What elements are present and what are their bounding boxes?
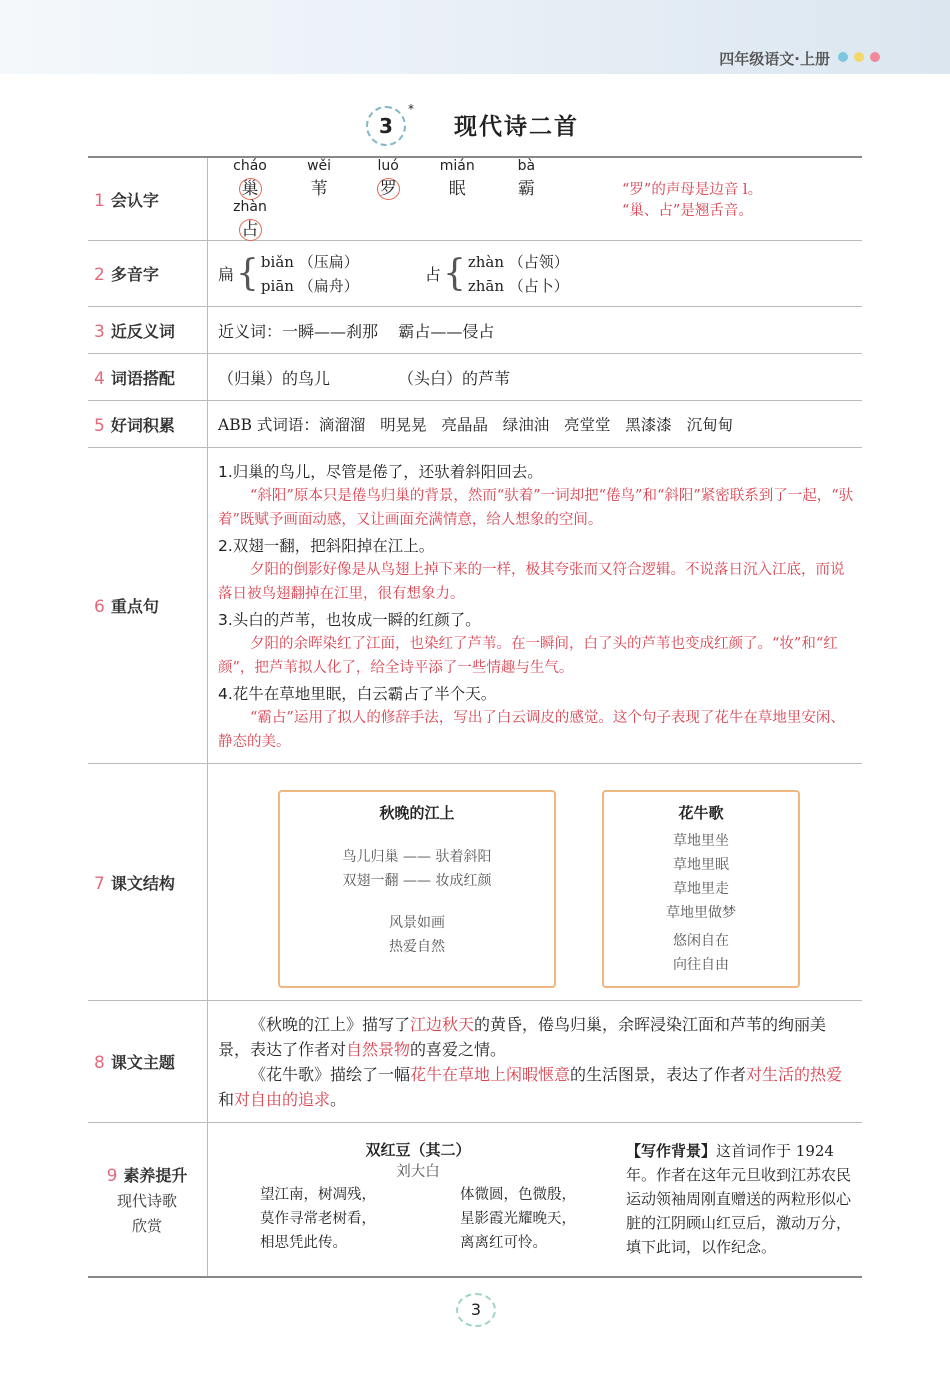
lesson-table [88,156,862,1278]
annotation: “罗”的声母是边音 l。 [622,182,763,198]
row-structure [88,764,862,1001]
poem: 双红豆（其二） 刘大白 望江南，树凋残， 莫作寻常老树看， 相思凭此传。 体微圆，色微殷， 星影霞光耀晚天， 离离红可怜。 [260,1141,576,1252]
analysis: “斜阳”原本只是倦鸟归巢的背景，然而“驮着”一词却把“倦鸟”和“斜阳”紧密联系到了一起，“驮着”既赋予画面动感，又让画面充满情意，给人想象的空间。 [218,487,854,528]
header-bar [0,0,950,74]
pink-dot-icon [870,52,880,62]
row-polyphones: 2 多音字 扁 { biǎn （压扁） piān （扁舟） 占 { zhàn （占领） zhān （占卜） [88,241,862,307]
char-item: mián 眠 [439,158,475,199]
annotation: “巢、占”是翘舌音。 [622,203,753,219]
row-theme: 8 课文主题 《秋晚的江上》描写了江边秋天的黄昏，倦鸟归巢，余晖浸染江面和芦苇的绚丽美景，表达了作者对自然景物的喜爱之情。 《花牛歌》描绘了一幅花牛在草地上闲暇惬意的生活图景，表达了作者对生活的热爱和对自由的追求。 [88,1001,862,1123]
lesson-number: 3 [366,106,406,146]
analysis: 夕阳的倒影好像是从鸟翅上掉下来的一样，极其夸张而又符合逻辑。不说落日沉入江底，而说落日被鸟翅翻掉在江里，很有想象力。 [218,561,845,602]
char-item: luó 罗 [377,158,399,199]
lesson-star: * [408,102,414,116]
row-label: 8 课文主题 [88,1001,208,1123]
char-item: bà 霸 [517,158,536,199]
row-label: 7 课文结构 [88,764,208,1001]
key-sentence: 4.花牛在草地里眠，白云霸占了半个天。 [218,684,497,703]
char-item: wěi 苇 [307,158,332,199]
key-sentence: 3.头白的芦苇，也妆成一瞬的红颜了。 [218,610,481,629]
row-key-sentences [88,448,862,764]
grade-label: 四年级语文·上册 [719,50,830,68]
row-label: 3 近反义词 [88,307,208,354]
blue-dot-icon [838,52,848,62]
row-label: 5 好词积累 [88,401,208,448]
page-number: 3 [456,1293,496,1327]
writing-background: 【写作背景】这首词作于 1924 年。作者在这年元旦收到江苏农民运动领袖周刚直赠送的两粒形似心脏的江阴顾山红豆后，激动万分，填下此词，以作纪念。 [626,1142,852,1257]
row-good-words: 5 好词积累 ABB 式词语：滴溜溜 明晃晃 亮晶晶 绿油油 亮堂堂 黑漆漆 沉甸甸 [88,401,862,448]
row-label: 4 词语搭配 [88,354,208,401]
char-item: cháo 巢 [233,158,267,199]
page-title: 现代诗二首 [454,114,579,140]
structure-box-autumn: 秋晚的江上 鸟儿归巢 —— 驮着斜阳 双翅一翻 —— 妆成红颜 风景如画 热爱自然 [278,790,556,988]
row-poem-appreciation [88,1123,862,1277]
structure-box-cow: 花牛歌 草地里坐 草地里眠 草地里走 草地里做梦 悠闲自在 向往自由 [602,790,800,988]
char-item: zhàn 占 [233,199,267,240]
analysis: 夕阳的余晖染红了江面，也染红了芦苇。在一瞬间，白了头的芦苇也变成红颜了。“妆”和“红颜”，把芦苇拟人化了，给全诗平添了一些情趣与生气。 [218,635,838,676]
key-sentence: 1.归巢的鸟儿，尽管是倦了，还驮着斜阳回去。 [218,462,543,481]
key-sentence: 2.双翅一翻，把斜阳掉在江上。 [218,536,435,555]
row-label: 6 重点句 [88,448,208,764]
row-synonyms: 3 近反义词 近义词：一瞬——刹那 霸占——侵占 [88,307,862,354]
analysis: “霸占”运用了拟人的修辞手法，写出了白云调皮的感觉。这个句子表现了花牛在草地里安闲、静态的美。 [218,709,845,750]
row-recognize-chars [88,157,862,241]
row-label: 9 素养提升 现代诗歌 欣赏 [88,1123,208,1277]
row-collocations: 4 词语搭配 （归巢）的鸟儿 （头白）的芦苇 [88,354,862,401]
yellow-dot-icon [854,52,864,62]
row-label: 2 多音字 [88,241,208,307]
row-label: 1 会认字 [88,157,208,241]
